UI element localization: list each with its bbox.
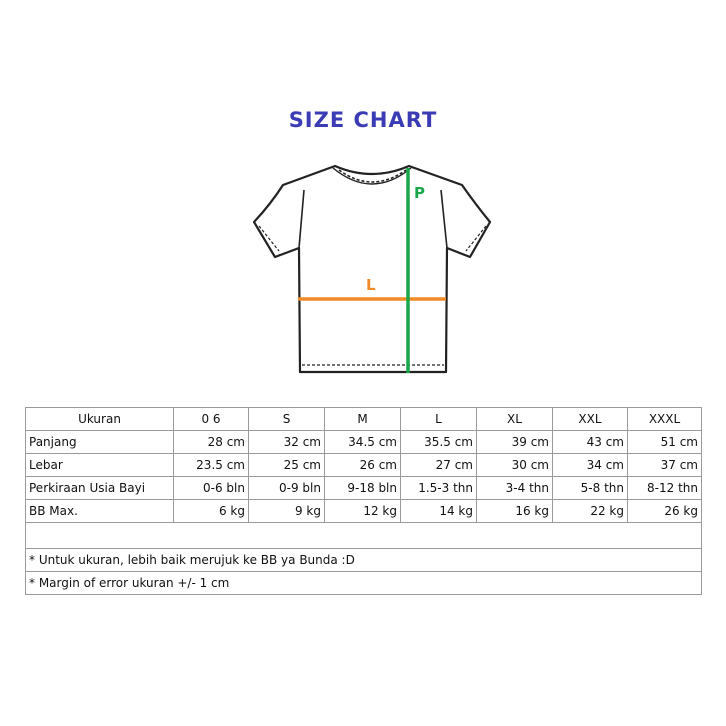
table-cell: 8-12 thn (628, 477, 702, 500)
table-cell: 37 cm (628, 454, 702, 477)
table-row (26, 477, 702, 500)
table-cell: 22 kg (553, 500, 628, 523)
width-label: L (366, 276, 376, 294)
table-note-row (26, 549, 702, 572)
table-cell: 6 kg (174, 500, 249, 523)
row-label: Lebar (26, 454, 174, 477)
table-cell: 14 kg (401, 500, 477, 523)
table-cell: 9-18 bln (325, 477, 401, 500)
table-cell: 27 cm (401, 454, 477, 477)
header-cell: M (325, 408, 401, 431)
table-cell: 9 kg (249, 500, 325, 523)
note-text: * Margin of error ukuran +/- 1 cm (26, 572, 702, 595)
header-cell: 0 6 (174, 408, 249, 431)
row-label: Panjang (26, 431, 174, 454)
table-cell: 0-6 bln (174, 477, 249, 500)
table-note-row (26, 572, 702, 595)
header-cell: XL (477, 408, 553, 431)
table-cell: 12 kg (325, 500, 401, 523)
table-row (26, 500, 702, 523)
size-table (25, 407, 702, 595)
table-cell: 0-9 bln (249, 477, 325, 500)
header-cell: S (249, 408, 325, 431)
table-cell: 16 kg (477, 500, 553, 523)
header-cell: XXL (553, 408, 628, 431)
table-cell: 32 cm (249, 431, 325, 454)
table-header-row (26, 408, 702, 431)
table-cell: 30 cm (477, 454, 553, 477)
row-label: BB Max. (26, 500, 174, 523)
table-cell: 23.5 cm (174, 454, 249, 477)
table-cell: 34.5 cm (325, 431, 401, 454)
table-cell: 26 kg (628, 500, 702, 523)
table-cell: 26 cm (325, 454, 401, 477)
header-cell: XXXL (628, 408, 702, 431)
row-label: Perkiraan Usia Bayi (26, 477, 174, 500)
note-text: * Untuk ukuran, lebih baik merujuk ke BB ya Bunda :D (26, 549, 702, 572)
table-cell: 28 cm (174, 431, 249, 454)
table-row (26, 454, 702, 477)
table-cell: 1.5-3 thn (401, 477, 477, 500)
table-cell: 43 cm (553, 431, 628, 454)
header-cell: Ukuran (26, 408, 174, 431)
table-cell: 3-4 thn (477, 477, 553, 500)
table-row (26, 431, 702, 454)
table-cell: 5-8 thn (553, 477, 628, 500)
table-blank-row (26, 523, 702, 549)
header-cell: L (401, 408, 477, 431)
tshirt-diagram (250, 160, 495, 380)
table-cell: 35.5 cm (401, 431, 477, 454)
table-cell: 39 cm (477, 431, 553, 454)
tshirt-outline (254, 166, 490, 372)
blank-cell (26, 523, 702, 549)
table-cell: 25 cm (249, 454, 325, 477)
table-cell: 51 cm (628, 431, 702, 454)
length-label: P (414, 184, 425, 202)
page-title: SIZE CHART (288, 108, 438, 132)
table-cell: 34 cm (553, 454, 628, 477)
